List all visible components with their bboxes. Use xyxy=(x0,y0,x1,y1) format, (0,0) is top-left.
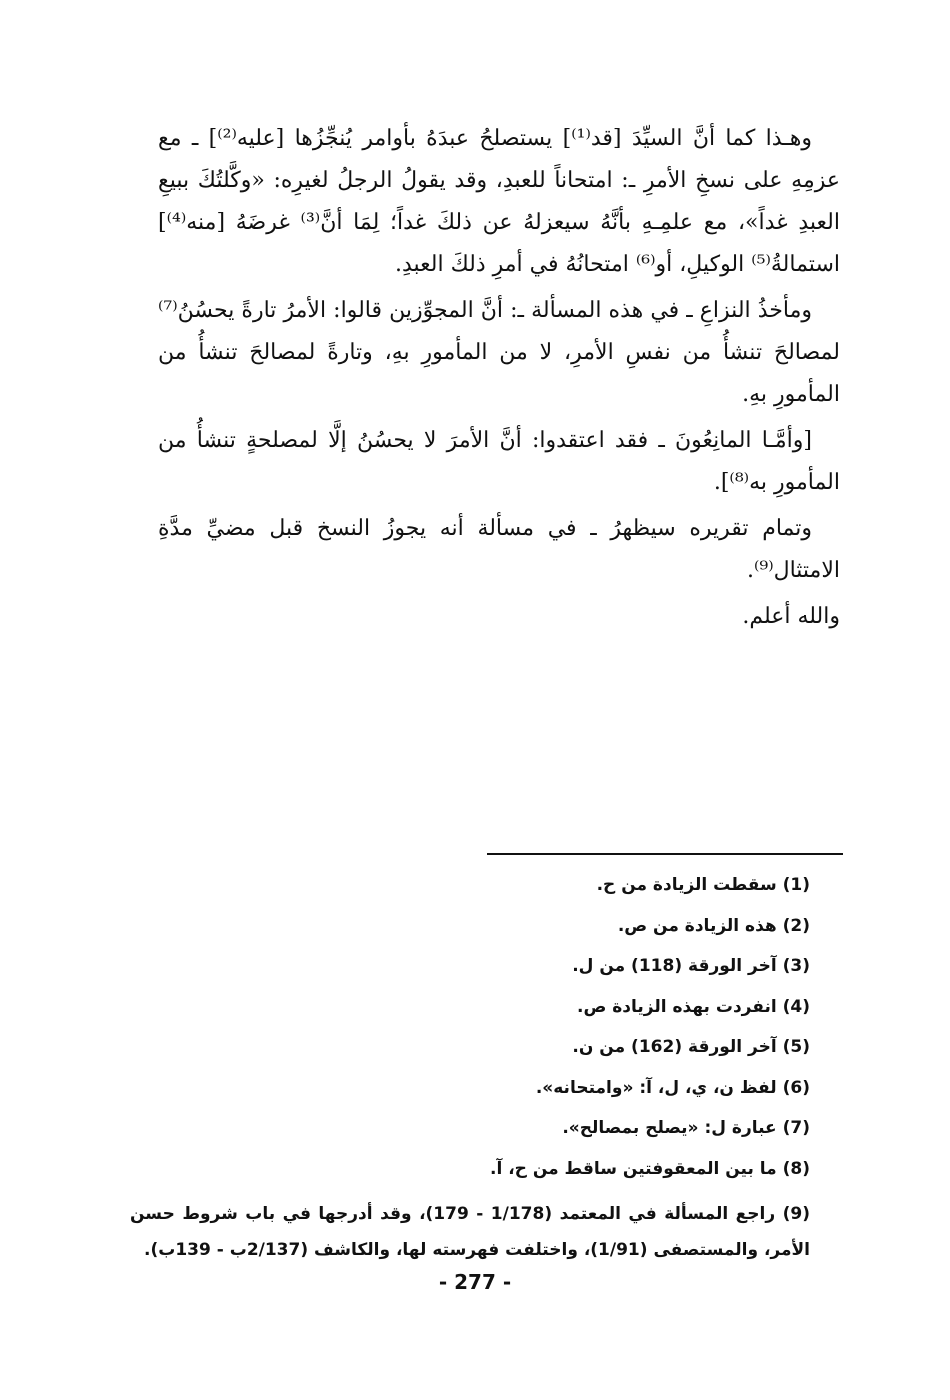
footnote-5: (5) آخر الورقة (162) من ن. xyxy=(572,1037,810,1057)
paragraph-4: وتمام تقريره سيظهرُ ـ في مسألة أنه يجوزُ النسخ قبل مضيِّ مدَّةِ الامتثال⁽⁹⁾. xyxy=(158,516,840,583)
footnote-6: (6) لفظ ن، ي، ل، آ: «وامتحانه». xyxy=(535,1077,810,1098)
main-text xyxy=(158,118,840,638)
footnote-separator xyxy=(487,853,843,855)
footnote-9: (9) راجع المسألة في المعتمد (1/178 - 179)، وقد أدرجها في باب شروط حسن الأمر، والمستصفى (1/91)، واختلفت فهرسته لها، والكاشف (2/137ب - 139ب). xyxy=(130,1204,810,1260)
paragraph-2: ومأخذُ النزاعِ ـ في هذه المسألة ـ: أنَّ المجوِّزين قالوا: الأمرُ تارةً يحسُنُ⁽⁷⁾ لمصالحَ تنشأُ من نفسِ الأمرِ، لا من المأمورِ بهِ، وتارةً لمصالحَ تنشأُ من المأمورِ بهِ. xyxy=(158,298,840,407)
page-number: - 277 - xyxy=(438,1270,512,1294)
footnote-2: (2) هذه الزيادة من ص. xyxy=(617,915,810,936)
footnotes xyxy=(130,872,810,1282)
footnote-8: (8) ما بين المعقوفتين ساقط من ح، آ. xyxy=(489,1158,810,1179)
footnote-7: (7) عبارة ل: «يصلح بمصالح». xyxy=(562,1118,810,1138)
footnote-1: (1) سقطت الزيادة من ح. xyxy=(596,875,810,895)
footnote-3: (3) آخر الورقة (118) من ل. xyxy=(572,956,810,976)
paragraph-3: [وأمَّـا المانِعُونَ ـ فقد اعتقدوا: أنَّ الأمرَ لا يحسُنُ إلَّا لمصلحةٍ تنشأُ من المأمورِ به⁽⁸⁾]. xyxy=(158,428,840,495)
paragraph-1: وهـذا كما أنَّ السيِّدَ [قد⁽¹⁾] يستصلحُ عبدَهُ بأوامر يُنجِّزُها [عليه⁽²⁾] ـ مع عزمِهِ على نسخِ الأمرِ ـ: امتحاناً للعبدِ، وقد يقولُ الرجلُ لغيرِه: «وكَّلتُكَ ببيعِ العبدِ غداً»، مع علمِـهِ بأنَّهُ سيعزلهُ عن ذلكَ غداً؛ لِمَا أنَّ⁽³⁾ غرضَهُ [منه⁽⁴⁾] استمالةُ⁽⁵⁾ الوكيلِ، أو⁽⁶⁾ امتحانُهُ في أمرِ ذلكَ العبدِ. xyxy=(158,126,840,277)
footnote-4: (4) انفردت بهذه الزيادة ص. xyxy=(577,996,810,1017)
closing-line: والله أعلم. xyxy=(742,604,840,629)
